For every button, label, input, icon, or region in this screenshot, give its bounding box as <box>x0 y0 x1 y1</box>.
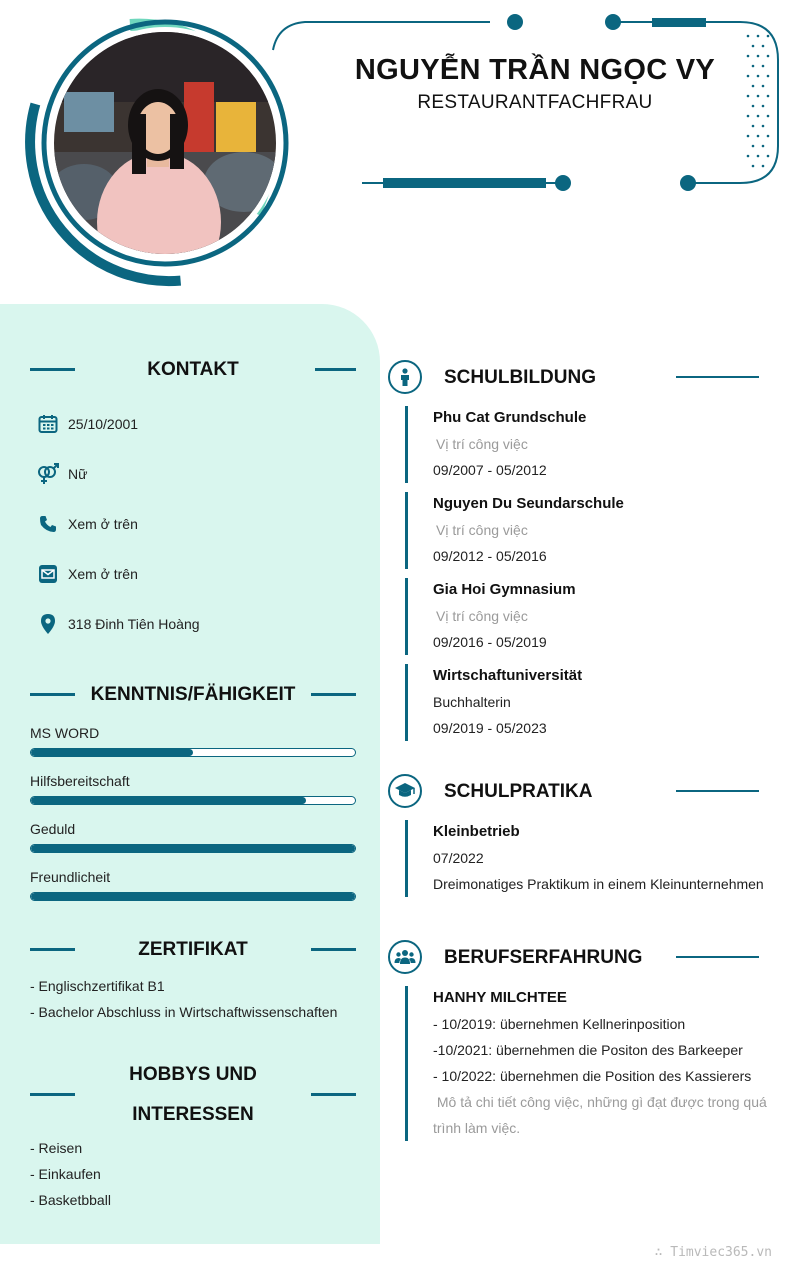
skill-label: MS WORD <box>30 725 100 741</box>
internship-title: SCHULPRATIKA <box>444 781 593 802</box>
contact-email-text: Xem ở trên <box>68 566 138 582</box>
section-rule <box>676 790 759 792</box>
education-position: Buchhalterin <box>433 694 511 710</box>
education-timeline <box>405 664 408 741</box>
contact-address <box>36 611 200 637</box>
section-rule <box>676 956 759 958</box>
contact-phone <box>36 511 138 537</box>
experience-timeline <box>405 986 408 1141</box>
experience-note: trình làm việc. <box>433 1120 521 1136</box>
skills-title: KENNTNIS/FÄHIGKEIT <box>90 684 296 705</box>
skill-label: Geduld <box>30 821 76 837</box>
watermark: ∴ Timviec365.vn <box>654 1245 772 1260</box>
profile-photo <box>54 32 276 254</box>
person-icon <box>398 368 412 386</box>
graduation-cap-icon <box>394 782 416 800</box>
skill-bar-fill <box>31 893 355 900</box>
section-rule-left <box>30 368 75 371</box>
users-icon <box>394 949 416 965</box>
education-school: Wirtschaftuniversität <box>433 667 583 684</box>
mail-icon <box>36 562 60 586</box>
contact-title: KONTAKT <box>147 359 239 380</box>
skill-bar-fill <box>31 749 193 756</box>
contact-email <box>36 561 138 587</box>
candidate-role: RESTAURANTFACHFRAU <box>417 92 653 113</box>
internship-section-icon <box>388 774 422 808</box>
skill-bar-fill <box>31 797 306 804</box>
contact-gender <box>36 461 87 487</box>
contact-phone-text: Xem ở trên <box>68 516 138 532</box>
education-position: Vị trí công việc <box>436 436 528 452</box>
section-rule-right <box>315 368 356 371</box>
education-period: 09/2007 - 05/2012 <box>433 462 547 478</box>
certificates-title: ZERTIFIKAT <box>138 939 248 960</box>
section-rule-left <box>30 1093 75 1096</box>
section-rule <box>676 376 759 378</box>
education-section-icon <box>388 360 422 394</box>
internship-company: Kleinbetrieb <box>433 823 520 840</box>
certificate-item: - Englischzertifikat B1 <box>30 978 165 994</box>
location-icon <box>36 612 60 636</box>
section-rule-right <box>311 1093 356 1096</box>
section-rule-right <box>311 948 356 951</box>
skill-bar <box>30 844 356 853</box>
education-period: 09/2016 - 05/2019 <box>433 634 547 650</box>
internship-timeline <box>405 820 408 897</box>
candidate-name: NGUYỄN TRẦN NGỌC VY <box>354 54 716 86</box>
skill-label: Hilfsbereitschaft <box>30 773 130 789</box>
calendar-icon <box>36 412 60 436</box>
education-period: 09/2019 - 05/2023 <box>433 720 547 736</box>
phone-icon <box>36 512 60 536</box>
hobby-item: - Einkaufen <box>30 1166 101 1182</box>
skill-bar <box>30 748 356 757</box>
contact-birthdate-text: 25/10/2001 <box>68 416 139 432</box>
section-rule-left <box>30 948 75 951</box>
hobby-item: - Basketbball <box>30 1192 111 1208</box>
education-position: Vị trí công việc <box>436 608 528 624</box>
hobbies-title-line1: HOBBYS UND <box>129 1064 257 1085</box>
experience-note: Mô tả chi tiết công việc, những gì đạt được trong quá <box>433 1094 767 1110</box>
experience-company: HANHY MILCHTEE <box>433 989 567 1006</box>
education-timeline <box>405 492 408 569</box>
education-school: Nguyen Du Seundarschule <box>433 495 624 512</box>
internship-description: Dreimonatiges Praktikum in einem Kleinunternehmen <box>433 876 764 892</box>
education-timeline <box>405 578 408 655</box>
certificate-item: - Bachelor Abschluss in Wirtschaftwissenschaften <box>30 1004 338 1020</box>
contact-gender-text: Nữ <box>68 466 88 482</box>
gender-icon <box>36 462 60 486</box>
skill-label: Freundlicheit <box>30 869 111 885</box>
experience-section-icon <box>388 940 422 974</box>
experience-line: -10/2021: übernehmen die Positon des Barkeeper <box>433 1042 743 1058</box>
section-rule-right <box>311 693 356 696</box>
education-position: Vị trí công việc <box>436 522 528 538</box>
education-school: Phu Cat Grundschule <box>433 409 587 426</box>
skill-bar-fill <box>31 845 355 852</box>
skill-bar <box>30 892 356 901</box>
skill-bar <box>30 796 356 805</box>
experience-line: - 10/2022: übernehmen die Position des Kassierers <box>433 1068 752 1084</box>
experience-line: - 10/2019: übernehmen Kellnerinposition <box>433 1016 686 1032</box>
education-school: Gia Hoi Gymnasium <box>433 581 576 598</box>
internship-date: 07/2022 <box>433 850 484 866</box>
hobbies-title-line2: INTERESSEN <box>132 1104 254 1125</box>
experience-title: BERUFSERFAHRUNG <box>444 947 643 968</box>
header-frame <box>273 22 490 50</box>
education-timeline <box>405 406 408 483</box>
education-title: SCHULBILDUNG <box>444 367 596 388</box>
section-rule-left <box>30 693 75 696</box>
hobby-item: - Reisen <box>30 1140 83 1156</box>
contact-address-text: 318 Đinh Tiên Hoàng <box>68 616 200 632</box>
contact-birthdate <box>36 411 138 437</box>
education-period: 09/2012 - 05/2016 <box>433 548 547 564</box>
